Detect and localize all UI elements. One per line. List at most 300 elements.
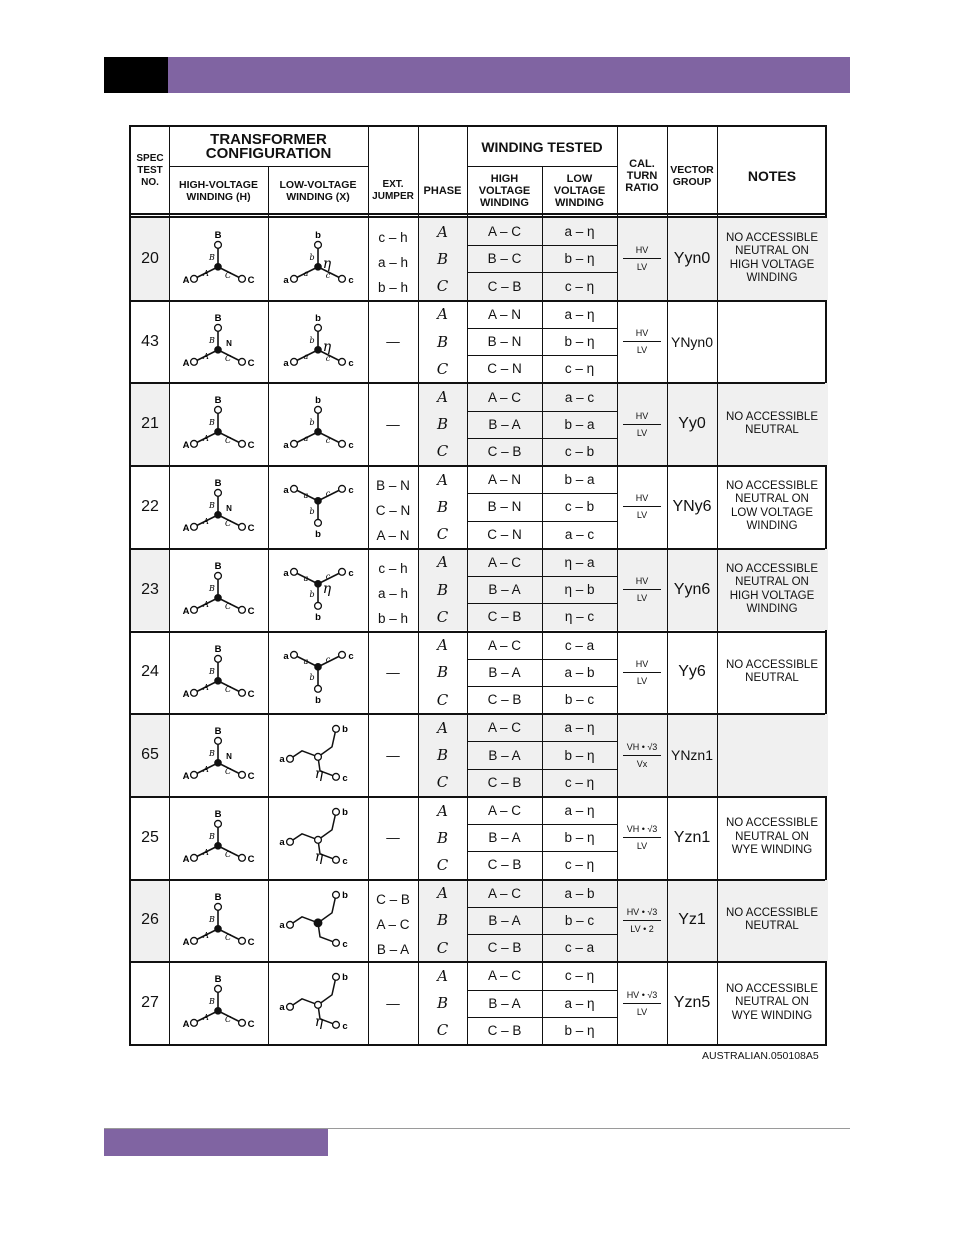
branch-label: A bbox=[203, 930, 209, 940]
hv-winding-tested: A – C bbox=[487, 224, 522, 240]
terminal-label: b bbox=[315, 528, 321, 540]
branch-label: B bbox=[209, 583, 215, 593]
terminal-label: C bbox=[247, 357, 255, 369]
phase-cell: A bbox=[437, 801, 448, 820]
vector-group: Yz1 bbox=[678, 911, 706, 929]
branch-label: A bbox=[203, 682, 209, 692]
phase-cell: C bbox=[436, 1021, 449, 1040]
terminal-label: a bbox=[283, 357, 289, 369]
terminal-label: b bbox=[315, 312, 321, 324]
turn-ratio bbox=[617, 301, 667, 383]
lv-winding-tested: a – c bbox=[564, 389, 595, 405]
phase-cell: C bbox=[436, 277, 449, 296]
terminal-label: B bbox=[214, 560, 222, 572]
phase-cell: B bbox=[436, 746, 449, 765]
high-voltage-header: HIGH VOLTAGE WINDING bbox=[478, 172, 531, 209]
phase-cell: C bbox=[436, 690, 449, 709]
phase-cell: A bbox=[437, 388, 448, 406]
notes-cell: NO ACCESSIBLE NEUTRAL ON WYE WINDING bbox=[725, 817, 819, 857]
notes-cell: NO ACCESSIBLE NEUTRAL bbox=[725, 906, 819, 933]
phase-header: PHASE bbox=[423, 184, 462, 197]
branch-label: A bbox=[203, 599, 209, 609]
terminal-label: a bbox=[279, 754, 285, 766]
terminal-label: C bbox=[247, 688, 255, 700]
neutral-point bbox=[314, 346, 322, 354]
spec-test-number: 25 bbox=[141, 828, 159, 846]
lv-winding-diagram bbox=[268, 301, 368, 383]
terminal-label: c bbox=[348, 567, 354, 579]
neutral-label: N bbox=[226, 752, 232, 762]
terminal-label: a bbox=[283, 567, 289, 579]
terminal-label: a bbox=[279, 836, 285, 848]
lv-winding-tested: a – η bbox=[564, 995, 595, 1011]
ext-jumper: b – h bbox=[377, 280, 409, 295]
lv-winding-tested: b – a bbox=[564, 416, 595, 432]
phase-cell: B bbox=[436, 249, 449, 268]
hv-winding-tested: C – N bbox=[487, 361, 522, 377]
terminal-label: B bbox=[214, 891, 222, 903]
hv-winding-diagram bbox=[169, 218, 268, 300]
terminal-label: C bbox=[247, 853, 255, 865]
hv-winding-tested: C – B bbox=[487, 940, 522, 956]
terminal-label: a bbox=[283, 650, 289, 662]
phase-cell: B bbox=[436, 663, 449, 682]
ext-jumper: — bbox=[386, 664, 400, 680]
notes-cell: NO ACCESSIBLE NEUTRAL ON HIGH VOLTAGE WINDING bbox=[725, 562, 819, 616]
neutral-point bbox=[214, 842, 222, 850]
hv-winding-diagram bbox=[169, 962, 268, 1044]
hv-winding-tested: A – N bbox=[487, 472, 522, 488]
turn-ratio bbox=[617, 218, 667, 300]
turn-ratio bbox=[617, 383, 667, 465]
branch-label: A bbox=[203, 516, 209, 526]
branch-label: A bbox=[203, 765, 209, 775]
branch-label: a bbox=[303, 656, 309, 666]
spec-test-number: 23 bbox=[141, 580, 159, 598]
branch-label: b bbox=[309, 672, 315, 682]
branch-label: C bbox=[224, 767, 232, 777]
neutral-point bbox=[214, 346, 222, 354]
notes-cell bbox=[723, 301, 821, 383]
spec-test-number: 27 bbox=[141, 994, 159, 1012]
hv-winding-diagram bbox=[169, 466, 268, 548]
vector-header: VECTOR GROUP bbox=[670, 164, 714, 188]
phase-cell: B bbox=[436, 497, 449, 516]
neutral-point bbox=[214, 594, 222, 602]
branch-label: c bbox=[325, 654, 331, 664]
hv-winding-diagram bbox=[169, 549, 268, 631]
terminal-label: c bbox=[348, 484, 354, 496]
lv-winding-tested: c – η bbox=[564, 278, 595, 294]
neutral-point bbox=[314, 497, 322, 505]
lv-winding-tested: b – η bbox=[564, 1022, 595, 1038]
ext-jumper: — bbox=[386, 747, 400, 763]
ratio-numerator: HV bbox=[635, 245, 649, 256]
ratio-denominator: LV bbox=[623, 672, 661, 686]
config-header: TRANSFORMER CONFIGURATION bbox=[205, 130, 332, 162]
branch-label: c bbox=[325, 571, 331, 581]
hv-winding-tested: A – C bbox=[487, 389, 522, 405]
phase-cell: A bbox=[437, 470, 448, 489]
phase-cell: C bbox=[436, 773, 449, 792]
terminal-label: B bbox=[214, 395, 222, 407]
neutral-point bbox=[214, 925, 222, 933]
turn-ratio bbox=[617, 632, 667, 714]
hv-winding-tested: B – N bbox=[487, 334, 522, 350]
branch-label: B bbox=[209, 831, 215, 841]
ext-jumper: — bbox=[386, 995, 400, 1011]
lv-winding-tested: η – b bbox=[564, 582, 595, 598]
hv-winding-tested: B – A bbox=[488, 582, 521, 598]
vector-group: Yzn5 bbox=[673, 994, 711, 1012]
hv-winding-diagram bbox=[169, 383, 268, 465]
hv-winding-tested: B – A bbox=[488, 830, 521, 846]
phase-cell: C bbox=[436, 607, 449, 626]
terminal-label: b bbox=[315, 395, 321, 407]
vector-group: YNy6 bbox=[672, 497, 712, 515]
ratio-denominator: LV bbox=[623, 424, 661, 438]
neutral-point bbox=[314, 428, 322, 436]
phase-cell: C bbox=[436, 855, 449, 874]
ratio-denominator: LV bbox=[623, 837, 661, 851]
branch-label: a bbox=[303, 351, 309, 361]
ext-jumper: — bbox=[386, 830, 400, 846]
lv-winding-diagram bbox=[268, 880, 368, 962]
neutral-point bbox=[214, 1007, 222, 1015]
ratio-denominator: LV bbox=[623, 589, 661, 603]
spec-test-number: 26 bbox=[141, 911, 159, 929]
ratio-denominator: LV • 2 bbox=[623, 920, 661, 934]
vector-group: Yy6 bbox=[678, 663, 706, 681]
terminal-label: c bbox=[342, 773, 348, 785]
neutral-label: η bbox=[314, 766, 324, 783]
ext-jumper: A – C bbox=[376, 916, 410, 932]
terminal-label: C bbox=[247, 936, 255, 948]
phase-cell: A bbox=[437, 553, 448, 572]
terminal-label: b bbox=[315, 694, 321, 706]
lv-winding-tested: a – η bbox=[564, 306, 595, 322]
ext-jumper: C – B bbox=[376, 891, 410, 907]
branch-label: a bbox=[303, 268, 309, 278]
transformer-config-table bbox=[129, 125, 827, 1046]
ext-jumper: A – N bbox=[376, 528, 410, 544]
lv-winding-tested: a – η bbox=[564, 803, 595, 818]
terminal-label: A bbox=[182, 522, 190, 534]
lv-winding-diagram bbox=[268, 549, 368, 631]
notes-cell: NO ACCESSIBLE NEUTRAL bbox=[725, 658, 819, 685]
hv-winding-tested: A – C bbox=[487, 885, 522, 901]
lv-winding-diagram bbox=[268, 218, 368, 300]
neutral-point bbox=[214, 428, 222, 436]
hv-winding-tested: A – C bbox=[487, 554, 522, 570]
terminal-label: B bbox=[214, 726, 222, 738]
hv-winding-tested: A – C bbox=[487, 968, 522, 984]
branch-label: C bbox=[224, 1015, 232, 1025]
branch-label: b bbox=[309, 335, 315, 345]
hv-winding-tested: A – C bbox=[487, 803, 522, 818]
neutral-point bbox=[214, 511, 222, 519]
neutral-label: η bbox=[314, 848, 324, 865]
terminal-label: c bbox=[342, 855, 348, 867]
branch-label: B bbox=[209, 335, 215, 345]
lv-winding-tested: b – η bbox=[564, 334, 595, 350]
ext-jumper: a – h bbox=[377, 255, 409, 270]
terminal-label: A bbox=[182, 771, 190, 783]
ratio-numerator: HV bbox=[635, 493, 649, 504]
phase-cell: A bbox=[437, 966, 448, 985]
notes-cell bbox=[723, 714, 821, 796]
header-black-block bbox=[104, 57, 168, 93]
neutral-point bbox=[214, 759, 222, 767]
terminal-label: A bbox=[182, 688, 190, 700]
branch-label: A bbox=[203, 434, 209, 444]
notes-cell: NO ACCESSIBLE NEUTRAL ON HIGH VOLTAGE WINDING bbox=[725, 231, 819, 285]
terminal-label: B bbox=[214, 229, 222, 241]
hv-winding-tested: C – B bbox=[487, 443, 522, 459]
spec-test-number: 43 bbox=[141, 332, 159, 350]
hv-winding-tested: B – A bbox=[488, 747, 521, 763]
terminal-label: a bbox=[283, 484, 289, 496]
terminal-label: b bbox=[342, 972, 348, 984]
lv-winding-tested: b – η bbox=[564, 747, 595, 763]
branch-label: b bbox=[309, 252, 315, 262]
lv-winding-diagram bbox=[268, 383, 368, 465]
hv-winding-diagram bbox=[169, 632, 268, 714]
branch-label: C bbox=[224, 270, 232, 280]
neutral-point bbox=[314, 263, 322, 271]
terminal-label: b bbox=[315, 229, 321, 241]
hv-winding-tested: C – B bbox=[487, 609, 522, 625]
turn-ratio bbox=[617, 797, 667, 879]
branch-label: B bbox=[209, 914, 215, 924]
hv-winding-tested: A – C bbox=[487, 637, 522, 653]
terminal-label: B bbox=[214, 974, 222, 986]
hv-winding-diagram bbox=[169, 797, 268, 879]
lv-winding-tested: c – b bbox=[564, 443, 595, 459]
lv-winding-diagram bbox=[268, 797, 368, 879]
phase-cell: A bbox=[437, 305, 448, 324]
branch-label: a bbox=[303, 434, 309, 444]
winding-tested-header: WINDING TESTED bbox=[481, 138, 603, 155]
notes-cell: NO ACCESSIBLE NEUTRAL bbox=[725, 410, 819, 437]
branch-label: B bbox=[209, 666, 215, 676]
lv-winding-tested: c – a bbox=[564, 940, 595, 956]
hv-winding-tested: C – N bbox=[487, 526, 522, 542]
branch-label: A bbox=[203, 1013, 209, 1023]
terminal-label: C bbox=[247, 440, 255, 452]
notes-cell: NO ACCESSIBLE NEUTRAL ON LOW VOLTAGE WINDING bbox=[725, 479, 819, 533]
lv-winding-tested: a – b bbox=[564, 664, 595, 680]
header-purple-bar bbox=[168, 57, 850, 93]
neutral-point bbox=[314, 663, 322, 671]
branch-label: c bbox=[325, 353, 331, 363]
neutral-label: N bbox=[226, 503, 232, 513]
lv-winding-tested: a – b bbox=[564, 885, 595, 901]
hv-winding-tested: A – N bbox=[487, 306, 522, 322]
phase-cell: C bbox=[436, 359, 449, 378]
branch-label: A bbox=[203, 847, 209, 857]
branch-label: C bbox=[224, 601, 232, 611]
lv-winding-tested: b – η bbox=[564, 830, 595, 846]
terminal-label: A bbox=[182, 1019, 190, 1031]
phase-cell: B bbox=[436, 580, 449, 599]
branch-label: B bbox=[209, 418, 215, 428]
branch-label: c bbox=[325, 270, 331, 280]
lv-winding-tested: c – a bbox=[564, 637, 595, 653]
ext-jumper: B – A bbox=[376, 941, 410, 957]
terminal-label: a bbox=[279, 919, 285, 931]
hv-winding-diagram bbox=[169, 880, 268, 962]
phase-cell: B bbox=[436, 911, 449, 930]
terminal-label: a bbox=[283, 440, 289, 452]
terminal-label: a bbox=[283, 274, 289, 286]
lv-winding-tested: η – c bbox=[564, 609, 595, 625]
terminal-label: b bbox=[342, 889, 348, 901]
hv-winding-tested: A – C bbox=[487, 720, 522, 736]
lv-winding-tested: η – a bbox=[564, 554, 595, 570]
hv-winding-tested: C – B bbox=[487, 857, 522, 873]
branch-label: B bbox=[209, 997, 215, 1007]
branch-label: c bbox=[325, 488, 331, 498]
neutral-point bbox=[315, 836, 322, 843]
hv-winding-header: HIGH-VOLTAGE WINDING (H) bbox=[179, 178, 258, 203]
phase-cell: A bbox=[437, 222, 448, 241]
ratio-denominator: LV bbox=[623, 506, 661, 520]
terminal-label: b bbox=[342, 806, 348, 818]
lv-winding-tested: a – η bbox=[564, 720, 595, 736]
phase-cell: C bbox=[436, 938, 449, 957]
lv-winding-tested: a – c bbox=[564, 526, 595, 542]
lv-winding-tested: b – c bbox=[564, 912, 595, 928]
spec-test-number: 21 bbox=[141, 415, 159, 433]
ext-jumper: b – h bbox=[377, 610, 409, 626]
terminal-label: C bbox=[247, 1019, 255, 1031]
phase-cell: B bbox=[436, 415, 449, 434]
branch-label: b bbox=[309, 418, 315, 428]
neutral-point bbox=[314, 919, 322, 927]
hv-winding-tested: B – A bbox=[488, 416, 521, 432]
turn-ratio bbox=[617, 880, 667, 962]
neutral-label: η bbox=[322, 338, 332, 355]
terminal-label: C bbox=[247, 771, 255, 783]
ratio-denominator: LV bbox=[623, 1003, 661, 1017]
terminal-label: c bbox=[348, 440, 354, 452]
ext-jumper: B – N bbox=[376, 478, 410, 494]
hv-winding-tested: B – N bbox=[487, 499, 522, 515]
terminal-label: c bbox=[348, 357, 354, 369]
turn-ratio bbox=[617, 549, 667, 631]
hv-winding-tested: B – A bbox=[488, 995, 521, 1011]
ratio-numerator: HV bbox=[635, 328, 649, 339]
ratio-numerator: HV • √3 bbox=[626, 989, 658, 1000]
vector-group: YNzn1 bbox=[670, 747, 714, 764]
phase-cell: C bbox=[436, 525, 449, 544]
ext-jumper: — bbox=[386, 416, 400, 432]
lv-winding-diagram bbox=[268, 962, 368, 1044]
ratio-numerator: HV bbox=[635, 576, 649, 587]
hv-winding-diagram bbox=[169, 714, 268, 796]
branch-label: C bbox=[224, 353, 232, 363]
neutral-point bbox=[314, 580, 322, 588]
ext-jumper: c – h bbox=[378, 560, 408, 576]
vector-group: Yyn0 bbox=[673, 249, 711, 267]
lv-winding-tested: b – η bbox=[564, 251, 595, 267]
phase-cell: A bbox=[437, 636, 448, 655]
ratio-numerator: VH • √3 bbox=[626, 824, 658, 835]
notes-cell: NO ACCESSIBLE NEUTRAL ON WYE WINDING bbox=[725, 982, 819, 1022]
terminal-label: b bbox=[315, 611, 321, 623]
branch-label: B bbox=[209, 749, 215, 759]
branch-label: b bbox=[309, 506, 315, 516]
ratio-numerator: VH • √3 bbox=[626, 741, 658, 752]
branch-label: B bbox=[209, 252, 215, 262]
ratio-header: CAL. TURN RATIO bbox=[625, 158, 659, 194]
ratio-denominator: LV bbox=[623, 258, 661, 272]
branch-label: a bbox=[303, 573, 309, 583]
spec-test-number: 22 bbox=[141, 497, 159, 515]
neutral-label: N bbox=[226, 338, 232, 348]
neutral-point bbox=[214, 263, 222, 271]
terminal-label: A bbox=[182, 440, 190, 452]
lv-winding-header: LOW-VOLTAGE WINDING (X) bbox=[279, 178, 357, 203]
lv-winding-tested: b – a bbox=[564, 472, 595, 488]
phase-cell: B bbox=[436, 332, 449, 351]
terminal-label: B bbox=[214, 477, 222, 489]
spec-test-number: 24 bbox=[141, 663, 159, 681]
vector-group: Yy0 bbox=[678, 415, 706, 433]
hv-winding-tested: C – B bbox=[487, 1022, 522, 1038]
branch-label: C bbox=[224, 932, 232, 942]
lv-winding-diagram bbox=[268, 466, 368, 548]
terminal-label: B bbox=[214, 312, 222, 324]
lv-winding-tested: c – b bbox=[564, 499, 595, 515]
branch-label: C bbox=[224, 849, 232, 859]
notes-header: NOTES bbox=[747, 168, 797, 184]
branch-label: B bbox=[209, 500, 215, 510]
lv-winding-tested: a – η bbox=[564, 224, 595, 240]
branch-label: A bbox=[203, 268, 209, 278]
hv-winding-tested: B – A bbox=[488, 664, 521, 680]
neutral-point bbox=[315, 1002, 322, 1009]
turn-ratio bbox=[617, 466, 667, 548]
phase-cell: A bbox=[437, 884, 448, 903]
terminal-label: b bbox=[342, 724, 348, 736]
branch-label: a bbox=[303, 490, 309, 500]
lv-winding-tested: c – η bbox=[564, 857, 595, 873]
phase-cell: B bbox=[436, 828, 449, 847]
jumper-header: EXT. JUMPER bbox=[372, 178, 414, 202]
branch-label: A bbox=[203, 351, 209, 361]
terminal-label: C bbox=[247, 605, 255, 617]
ext-jumper: a – h bbox=[377, 585, 409, 601]
neutral-label: η bbox=[322, 580, 332, 597]
hv-winding-tested: B – A bbox=[488, 912, 521, 928]
lv-winding-tested: c – η bbox=[564, 774, 595, 790]
branch-label: C bbox=[224, 684, 232, 694]
spec-header: SPEC TEST NO. bbox=[136, 153, 164, 188]
terminal-label: A bbox=[182, 853, 190, 865]
spec-test-number: 65 bbox=[141, 746, 159, 764]
terminal-label: B bbox=[214, 808, 222, 820]
terminal-label: c bbox=[342, 1021, 348, 1033]
footer-purple-bar bbox=[104, 1129, 328, 1156]
terminal-label: C bbox=[247, 274, 255, 286]
lv-winding-diagram bbox=[268, 632, 368, 714]
vector-group: YNyn0 bbox=[670, 333, 714, 350]
low-voltage-header: LOW VOLTAGE WINDING bbox=[553, 172, 606, 209]
lv-winding-tested: c – η bbox=[564, 361, 595, 377]
terminal-label: A bbox=[182, 357, 190, 369]
